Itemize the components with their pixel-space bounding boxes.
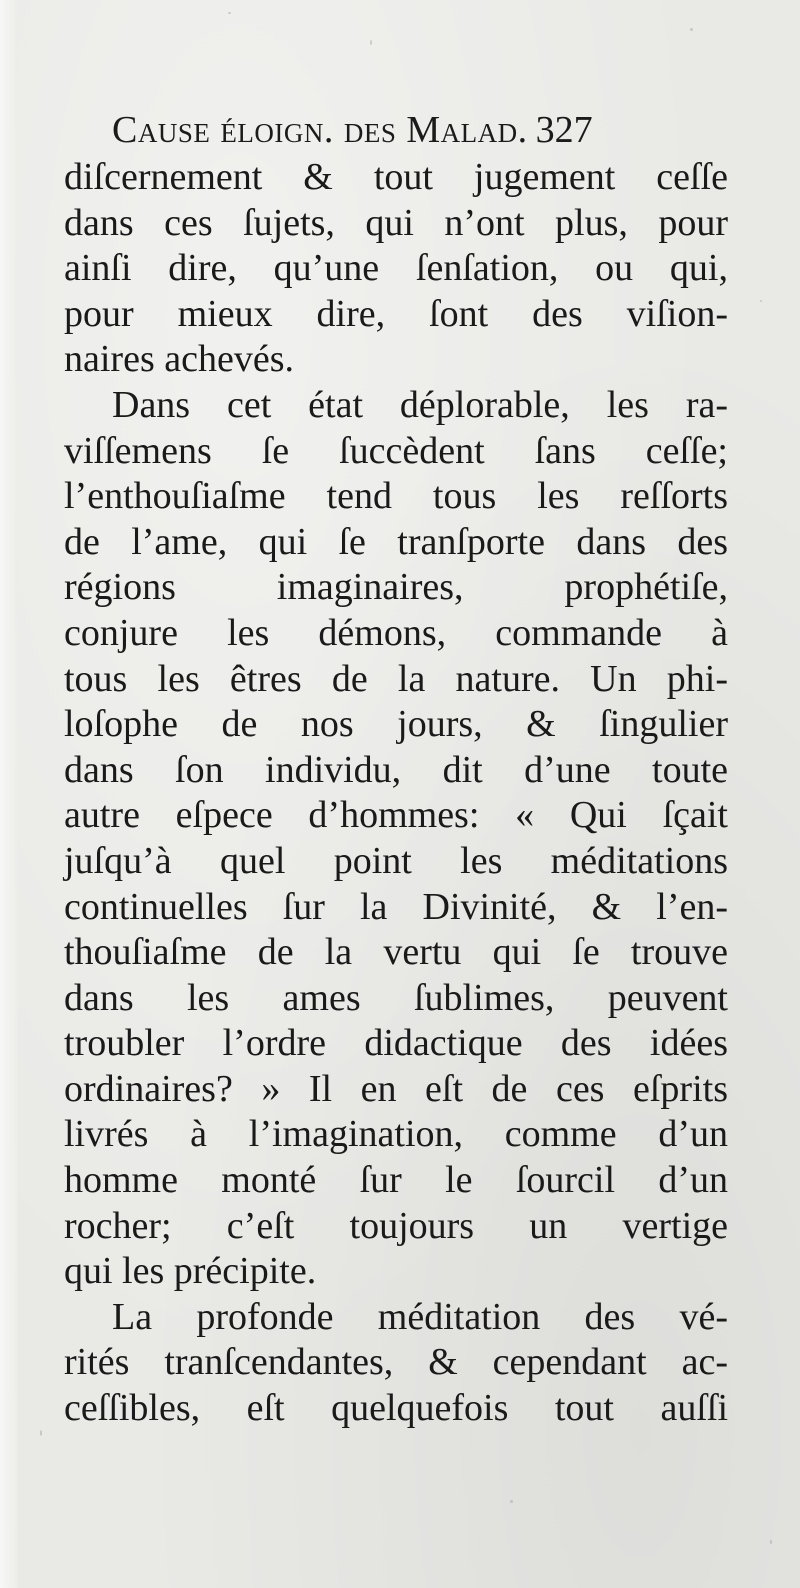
running-title: Cause éloign. des Malad.: [112, 109, 528, 151]
text-line: régions imaginaires, prophétiſe,: [64, 566, 728, 609]
text-line: ceſſibles, eſt quelquefois tout auſſi: [64, 1387, 728, 1430]
text-line: conjure les démons, commande à: [64, 611, 728, 654]
paper-speck: [40, 1430, 42, 1436]
paper-speck: [770, 1540, 772, 1544]
text-line: ordinaires? » Il en eſt de ces eſprits: [64, 1067, 728, 1110]
paper-speck: [760, 300, 762, 302]
text-line: ainſi dire, qu’une ſenſation, ou qui,: [64, 247, 728, 290]
text-line: pour mieux dire, ſont des viſion-: [64, 292, 728, 335]
text-line: diſcernement & tout jugement ceſſe: [64, 156, 728, 198]
text-line: rités tranſcendantes, & cependant ac-: [64, 1341, 728, 1384]
text-line: thouſiaſme de la vertu qui ſe trouve: [64, 931, 728, 974]
text-line: naires achevés.: [64, 338, 294, 381]
text-line: rocher; c’eſt toujours un vertige: [64, 1204, 728, 1247]
text-line: qui les précipite.: [64, 1250, 317, 1293]
page-edge: [0, 0, 18, 1588]
paragraph-start-line: La profonde méditation des vé-: [112, 1295, 728, 1338]
text-line: de l’ame, qui ſe tranſporte dans des: [64, 520, 728, 563]
text-line: dans ces ſujets, qui n’ont plus, pour: [64, 201, 728, 244]
running-header: [112, 104, 738, 156]
text-line: continuelles ſur la Divinité, & l’en-: [64, 885, 728, 928]
text-line: troubler l’ordre didactique des idées: [64, 1022, 728, 1065]
paper-speck: [510, 1500, 513, 1503]
paper-speck: [690, 28, 693, 31]
text-line: homme monté ſur le ſourcil d’un: [64, 1159, 728, 1202]
text-line: livrés à l’imagination, comme d’un: [64, 1113, 728, 1156]
text-line: l’enthouſiaſme tend tous les reſſorts: [64, 475, 728, 518]
text-line: tous les êtres de la nature. Un phi-: [64, 657, 728, 700]
text-line: juſqu’à quel point les méditations: [64, 839, 728, 882]
text-line: viſſemens ſe ſuccèdent ſans ceſſe;: [64, 429, 728, 472]
paper-speck: [228, 12, 231, 14]
text-line: dans ſon individu, dit d’une toute: [64, 748, 728, 791]
text-line: dans les ames ſublimes, peuvent: [64, 976, 728, 1019]
text-line: loſophe de nos jours, & ſingulier: [64, 703, 728, 746]
paragraph-start-line: Dans cet état déplorable, les ra-: [112, 383, 728, 426]
body-text: [64, 155, 728, 1432]
paper-speck: [370, 40, 372, 45]
text-line: autre eſpece d’hommes: « Qui ſçait: [64, 794, 728, 837]
page-number: 327: [535, 109, 593, 151]
